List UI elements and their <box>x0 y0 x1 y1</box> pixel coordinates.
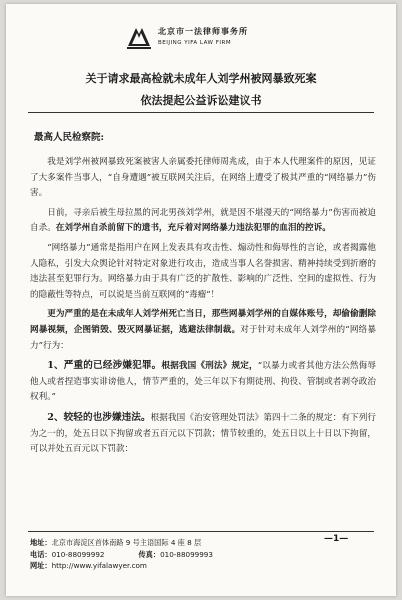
paragraph-text: “以暴力或者其他方法公然侮辱他人或者捏造事实诽谤他人，情节严重的，处三年以下有期徒刑、拘役、管制或者剥夺政治权利。” <box>30 361 376 403</box>
letterhead <box>124 24 304 54</box>
paragraph <box>30 358 376 406</box>
section-heading: 1、严重的已经涉嫌犯罪。 <box>47 360 162 372</box>
paragraph <box>30 155 376 202</box>
paragraph-text: 对于针对未成年人刘学州的“网络暴力”行为： <box>30 324 376 351</box>
paragraph-text: 根据我国《治安管理处罚法》第四十二条的规定：有下列行为之一的，处五日以下拘留或者五百元以下罚款；情节较重的，处五日以上十日以下拘留，可以并处五百元以下罚款： <box>30 412 376 455</box>
document-title-line1: 关于请求最高检就未成年人刘学州被网暴致死案 <box>85 72 317 85</box>
paragraph-emphasis: 更为严重的是在未成年人刘学州死亡当日，那些网暴刘学州的自媒体账号，却偷偷删除网暴视频，企图销毁、毁灭网暴证据，逃避法律制裁。 <box>30 309 376 335</box>
footer-address-row <box>30 537 376 549</box>
fax-value: 010-88099993 <box>160 549 213 559</box>
website-label: 网址： <box>30 561 52 570</box>
phone-value: 010-88099992 <box>51 549 105 559</box>
paragraph-text: 日前，寻亲后被生母拉黑的河北男孩刘学州，就是因不堪漫天的“网络暴力”伤害而被迫自杀。 <box>30 207 376 234</box>
salutation: 最高人民检察院: <box>34 132 105 143</box>
document-body <box>30 155 376 462</box>
document-page <box>6 4 396 596</box>
firm-name-en: BEIJING YIFA LAW FIRM <box>158 40 232 46</box>
paragraph <box>30 241 376 303</box>
fax-label: 传真： <box>138 549 161 559</box>
paragraph-emphasis: 根据我国《刑法》规定， <box>161 361 258 372</box>
footer-website-row <box>30 560 376 572</box>
title-divider <box>28 112 374 113</box>
section-heading: 2、较轻的也涉嫌违法。 <box>47 411 151 423</box>
paragraph <box>30 307 376 354</box>
paragraph <box>30 410 376 458</box>
website-link[interactable]: http://www.yifalawyer.com <box>51 561 147 570</box>
law-firm-logo-icon <box>124 24 154 52</box>
footer-divider <box>28 531 374 532</box>
paragraph <box>30 206 376 237</box>
address-value: 北京市海淀区首体南路 9 号主语国际 4 座 8 层 <box>51 538 202 547</box>
footer-contact-row <box>30 549 376 561</box>
document-title-line2: 依法提起公益诉讼建议书 <box>140 94 262 107</box>
address-label: 地址： <box>30 538 52 547</box>
firm-name-cn: 北京市一法律师事务所 <box>158 26 248 36</box>
paragraph-emphasis: 在刘学州自杀前留下的遗书，充斥着对网络暴力违法犯罪的血泪的控诉。 <box>55 223 331 234</box>
letter-footer <box>30 537 376 572</box>
page-number: —1— <box>324 534 349 544</box>
paragraph-text: “网络暴力”通常是指用户在网上发表具有攻击性、煽动性和侮辱性的言论，或者揭露他人隐私，引发大众舆论针对特定对象进行攻击，造成当事人名誉损害、精神持续受到折磨的违法甚至犯罪行为。网络暴力由于具有广泛的扩散性、影响的广泛性、空间的虚拟性、行为的隐蔽性等特点，可以说是当前互联网的“毒瘤”！ <box>30 242 376 300</box>
phone-label: 电话： <box>30 549 52 559</box>
paragraph-text: 我是刘学州被网暴致死案被害人亲属委托律师周兆成，由于本人代理案件的原因，见证了大多案件当事人，“自身遭遇”被互联网关注后，在网络上遭受了极其严重的“网络暴力”伤害。 <box>30 157 376 199</box>
